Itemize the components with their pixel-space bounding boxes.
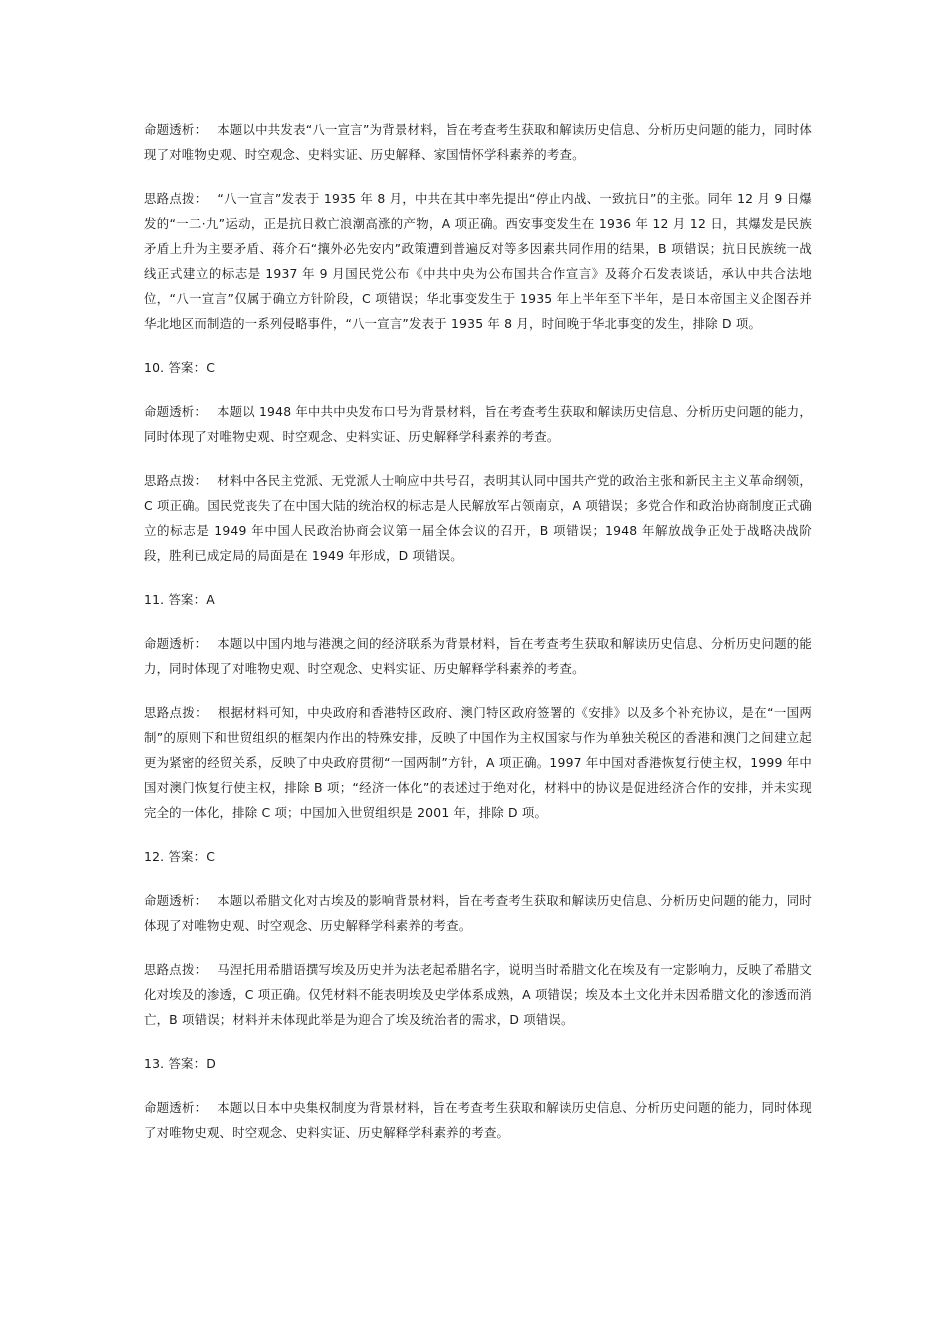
hint-text: “八一宣言”发表于 1935 年 8 月，中共在其中率先提出“停止内战、一致抗日”的主张。同年 12 月 9 日爆发的“一二·九”运动，正是抗日救亡浪潮高涨的产物，A 项正确。西安事变发生在 1936 年 12 月 12 日，其爆发是民族矛盾上升为主要矛盾、蒋介石“攘外必先安内”政策遭到普遍反对等多因素共同作用的结果，B 项错误；抗日民族统一战线正式建立的标志是 1937 年 9 月国民党公布《中共中央为公布国共合作宣言》及蒋介石发表谈话，承认中共合法地位，“八一宣言”仅属于确立方针阶段，C 项错误；华北事变发生于 1935 年上半年至下半年，是日本帝国主义企图吞并华北地区而制造的一系列侵略事件，“八一宣言”发表于 1935 年 8 月，时间晚于华北事变的发生，排除 D 项。 (144, 191, 812, 331)
hint-label: 思路点拨： (144, 705, 208, 720)
q11-answer: 11. 答案：A (144, 592, 215, 607)
analysis-text: 本题以 1948 年中共中央发布口号为背景材料，旨在考查考生获取和解读历史信息、分析历史问题的能力，同时体现了对唯物史观、时空观念、史料实证、历史解释学科素养的考查。 (144, 404, 812, 444)
analysis-label: 命题透析： (144, 636, 208, 651)
q11-analysis (144, 631, 812, 681)
analysis-label: 命题透析： (144, 1100, 208, 1115)
q10-analysis (144, 399, 812, 449)
q11-hint (144, 700, 812, 825)
hint-text: 马涅托用希腊语撰写埃及历史并为法老起希腊名字，说明当时希腊文化在埃及有一定影响力，反映了希腊文化对埃及的渗透，C 项正确。仅凭材料不能表明埃及史学体系成熟，A 项错误；埃及本土文化并未因希腊文化的渗透而消亡，B 项错误；材料并未体现此举是为迎合了埃及统治者的需求，D 项错误。 (144, 962, 812, 1027)
hint-text: 材料中各民主党派、无党派人士响应中共号召，表明其认同中国共产党的政治主张和新民主主义革命纲领，C 项正确。国民党丧失了在中国大陆的统治权的标志是人民解放军占领南京，A 项错误；多党合作和政治协商制度正式确立的标志是 1949 年中国人民政治协商会议第一届全体会议的召开，B 项错误；1948 年解放战争正处于战略决战阶段，胜利已成定局的局面是在 1949 年形成，D 项错误。 (144, 473, 812, 563)
hint-label: 思路点拨： (144, 473, 208, 488)
analysis-label: 命题透析： (144, 122, 208, 137)
q10-answer: 10. 答案：C (144, 360, 216, 375)
analysis-text: 本题以日本中央集权制度为背景材料，旨在考查考生获取和解读历史信息、分析历史问题的能力，同时体现了对唯物史观、时空观念、史料实证、历史解释学科素养的考查。 (144, 1100, 812, 1140)
document-body (144, 117, 812, 1164)
hint-label: 思路点拨： (144, 962, 208, 977)
analysis-text: 本题以中国内地与港澳之间的经济联系为背景材料，旨在考查考生获取和解读历史信息、分析历史问题的能力，同时体现了对唯物史观、时空观念、史料实证、历史解释学科素养的考查。 (144, 636, 812, 676)
analysis-label: 命题透析： (144, 404, 207, 419)
q13-answer: 13. 答案：D (144, 1056, 216, 1071)
q12-hint (144, 957, 812, 1032)
q9-analysis (144, 117, 812, 167)
q12-analysis (144, 888, 812, 938)
q9-hint (144, 186, 812, 336)
analysis-text: 本题以希腊文化对古埃及的影响背景材料，旨在考查考生获取和解读历史信息、分析历史问题的能力，同时体现了对唯物史观、时空观念、历史解释学科素养的考查。 (144, 893, 812, 933)
analysis-label: 命题透析： (144, 893, 208, 908)
q13-analysis (144, 1095, 812, 1145)
q10-hint (144, 468, 812, 568)
analysis-text: 本题以中共发表“八一宣言”为背景材料，旨在考查考生获取和解读历史信息、分析历史问题的能力，同时体现了对唯物史观、时空观念、史料实证、历史解释、家国情怀学科素养的考查。 (144, 122, 813, 162)
hint-label: 思路点拨： (144, 191, 208, 206)
hint-text: 根据材料可知，中央政府和香港特区政府、澳门特区政府签署的《安排》以及多个补充协议，是在“一国两制”的原则下和世贸组织的框架内作出的特殊安排，反映了中国作为主权国家与作为单独关税区的香港和澳门之间建立起更为紧密的经贸关系，反映了中央政府贯彻“一国两制”方针，A 项正确。1997 年中国对香港恢复行使主权，1999 年中国对澳门恢复行使主权，排除 B 项；“经济一体化”的表述过于绝对化，材料中的协议是促进经济合作的安排，并未实现完全的一体化，排除 C 项；中国加入世贸组织是 2001 年，排除 D 项。 (144, 705, 813, 820)
q12-answer: 12. 答案：C (144, 849, 216, 864)
